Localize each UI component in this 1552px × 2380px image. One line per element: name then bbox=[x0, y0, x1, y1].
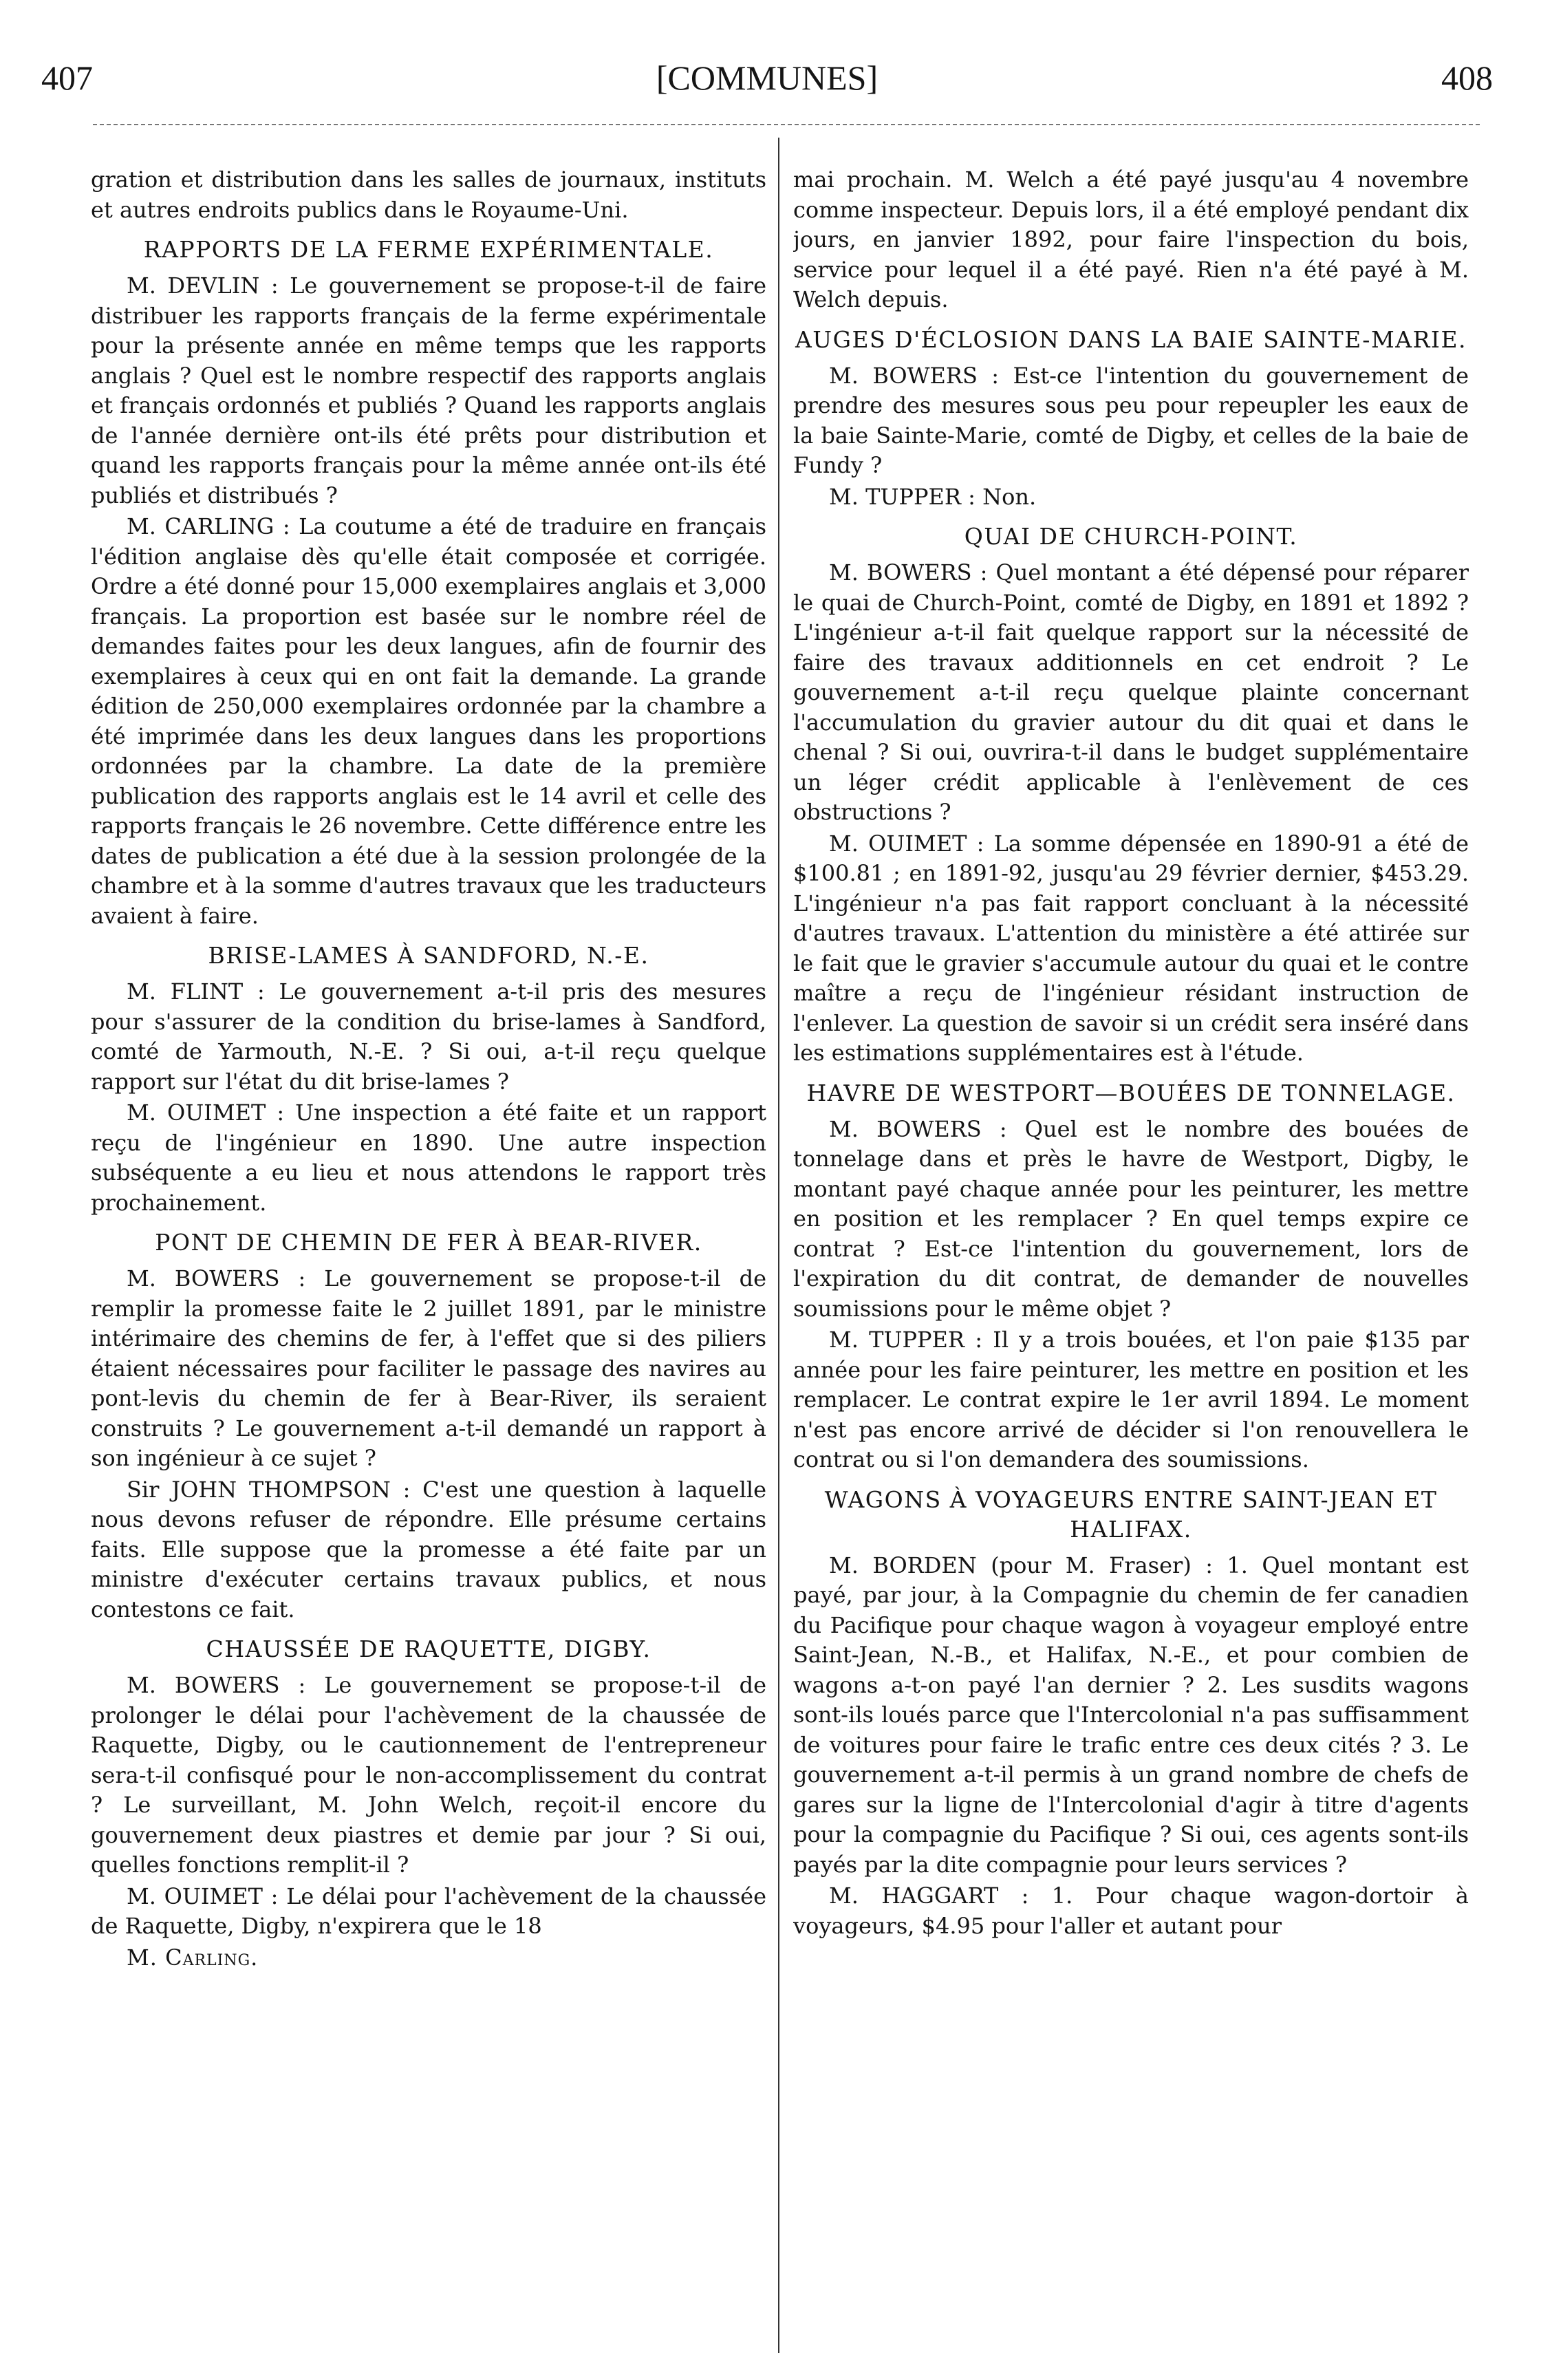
section-heading: PONT DE CHEMIN DE FER À BEAR-RIVER. bbox=[155, 1229, 702, 1256]
paragraph: M. BOWERS : Quel montant a été dépensé pour réparer le quai de Church-Point, comté de Digby, en 1891 et 1892 ? L'ingénieur a-t-il fait quelque rapport sur la nécessité de faire des travaux additionnels en cet endroit ? Le gouvernement a-t-il reçu quelque plainte concernant l'accumulation du gravier autour du dit quai et dans le chenal ? Si oui, ouvrira-t-il dans le budget supplémentaire un léger crédit applicable à l'enlèvement de ces obstructions ? bbox=[793, 559, 1469, 825]
speaker-signature: M. Carling. bbox=[127, 1944, 259, 1971]
section-heading: AUGES D'ÉCLOSION DANS LA BAIE SAINTE-MARIE. bbox=[795, 325, 1467, 353]
paragraph: M. BORDEN (pour M. Fraser) : 1. Quel montant est payé, par jour, à la Compagnie du chemin de fer canadien du Pacifique pour chaque wagon à voyageur employé entre Saint-Jean, N.-B., et Halifax, N.-E., et pour combien de wagons a-t-on payé l'an dernier ? 2. Les susdits wagons sont-ils loués parce que l'Intercolonial n'a pas suffisamment de voitures pour faire le trafic entre ces deux cités ? 3. Le gouvernement a-t-il permis à un grand nombre de chefs de gares sur la ligne de l'Intercolonial d'agir à titre d'agents pour la compagnie du Pacifique ? Si oui, ces agents sont-ils payés par la dite compagnie pour leurs services ? bbox=[793, 1552, 1469, 1878]
paragraph: M. BOWERS : Le gouvernement se propose-t-il de prolonger le délai pour l'achèvement de la chaussée de Raquette, Digby, ou le cautionnement de l'entrepreneur sera-t-il confisqué pour le non-accomplissement du contrat ? Le surveillant, M. John Welch, reçoit-il encore du gouvernement deux piastres et demie par jour ? Si oui, quelles fonctions remplit-il ? bbox=[91, 1672, 766, 1878]
section-heading: BRISE-LAMES À SANDFORD, N.-E. bbox=[208, 942, 649, 969]
page-number-left: 407 bbox=[41, 58, 93, 97]
header-rule bbox=[93, 124, 1480, 125]
paragraph: M. BOWERS : Est-ce l'intention du gouvernement de prendre des mesures sous peu pour repeupler les eaux de la baie Sainte-Marie, comté de Digby, et celles de la baie de Fundy ? bbox=[793, 362, 1469, 478]
paragraph: Sir JOHN THOMPSON : C'est une question à laquelle nous devons refuser de répondre. Elle présume certains faits. Elle suppose que la promesse a été faite par un ministre d'exécuter certains travaux publics, et nous contestons ce fait. bbox=[91, 1476, 766, 1622]
section-heading: CHAUSSÉE DE RAQUETTE, DIGBY. bbox=[206, 1636, 651, 1662]
page-number-right: 408 bbox=[1441, 58, 1493, 97]
section-heading: HAVRE DE WESTPORT—BOUÉES DE TONNELAGE. bbox=[806, 1079, 1456, 1106]
paragraph: M. OUIMET : Une inspection a été faite et un rapport reçu de l'ingénieur en 1890. Une autre inspection subséquente a eu lieu et nous attendons le rapport très prochainement. bbox=[91, 1100, 766, 1216]
paragraph: M. BOWERS : Le gouvernement se propose-t-il de remplir la promesse faite le 2 juillet 1891, par le ministre intérimaire des chemins de fer, à l'effet que si des piliers étaient nécessaires pour faciliter le passage des navires au pont-levis du chemin de fer à Bear-River, ils seraient construits ? Le gouvernement a-t-il demandé un rapport à son ingénieur à ce sujet ? bbox=[91, 1265, 766, 1471]
section-heading: WAGONS À VOYAGEURS ENTRE SAINT-JEAN ET HALIFAX. bbox=[824, 1486, 1438, 1543]
paragraph: M. TUPPER : Non. bbox=[829, 483, 1037, 510]
running-title: [COMMUNES] bbox=[656, 58, 879, 97]
paragraph: M. HAGGART : 1. Pour chaque wagon-dortoir à voyageurs, $4.95 pour l'aller et autant pour bbox=[793, 1883, 1469, 1939]
section-heading: QUAI DE CHURCH-POINT. bbox=[964, 523, 1298, 550]
paragraph: M. CARLING : La coutume a été de traduire en français l'édition anglaise dès qu'elle était composée et corrigée. Ordre a été donné pour 15,000 exemplaires anglais et 3,000 français. La proportion est basée sur le nombre réel de demandes faites pour les deux langues, afin de fournir des exemplaires à ceux qui en ont fait la demande. La grande édition de 250,000 exemplaires ordonnée par la chambre a été imprimée dans les deux langues dans les proportions ordonnées par la chambre. La date de la première publication des rapports anglais est le 14 avril et celle des rapports français le 26 novembre. Cette différence entre les dates de publication a été due à la session prolongée de la chambre et à la somme d'autres travaux que les traducteurs avaient à faire. bbox=[91, 513, 766, 929]
section-heading: RAPPORTS DE LA FERME EXPÉRIMENTALE. bbox=[143, 236, 714, 263]
column-divider bbox=[778, 138, 779, 2353]
continued-paragraph: mai prochain. M. Welch a été payé jusqu'au 4 novembre comme inspecteur. Depuis lors, il a été employé pendant dix jours, en janvier 1892, pour faire l'inspection du bois, service pour lequel il a été payé. Rien n'a été payé à M. Welch depuis. bbox=[793, 167, 1469, 312]
continued-paragraph: gration et distribution dans les salles de journaux, instituts et autres endroits publics dans le Royaume-Uni. bbox=[91, 167, 766, 223]
paragraph: M. OUIMET : Le délai pour l'achèvement de la chaussée de Raquette, Digby, n'expirera que le 18 bbox=[91, 1883, 766, 1939]
paragraph: M. TUPPER : Il y a trois bouées, et l'on paie $135 par année pour les faire peinturer, les mettre en position et les remplacer. Le contrat expire le 1er avril 1894. Le moment n'est pas encore arrivé de décider si l'on renouvellera le contrat ou si l'on demandera des soumissions. bbox=[793, 1327, 1469, 1472]
left-column bbox=[91, 165, 766, 2353]
paragraph: M. BOWERS : Quel est le nombre des bouées de tonnelage dans et près le havre de Westport, Digby, le montant payé chaque année pour les peinturer, les mettre en position et les remplacer ? En quel temps expire ce contrat ? Est-ce l'intention du gouvernement, lors de l'expiration du dit contrat, de demander de nouvelles soumissions pour le même objet ? bbox=[793, 1115, 1469, 1322]
paragraph: M. OUIMET : La somme dépensée en 1890-91 a été de $100.81 ; en 1891-92, jusqu'au 29 février dernier, $453.29. L'ingénieur n'a pas fait rapport concluant à la nécessité d'autres travaux. L'attention du ministère a été attirée sur le fait que le gravier s'accumule autour du quai et le contre maître a reçu de l'ingénieur résidant instruction de l'enlever. La question de savoir si un crédit sera inséré dans les estimations supplémentaires est à l'étude. bbox=[793, 830, 1469, 1066]
right-column bbox=[793, 165, 1469, 2353]
running-head bbox=[41, 54, 1493, 102]
paragraph: M. FLINT : Le gouvernement a-t-il pris des mesures pour s'assurer de la condition du brise-lames à Sandford, comté de Yarmouth, N.-E. ? Si oui, a-t-il reçu quelque rapport sur l'état du dit brise-lames ? bbox=[91, 978, 766, 1095]
paragraph: M. DEVLIN : Le gouvernement se propose-t-il de faire distribuer les rapports français de la ferme expérimentale pour la présente année en même temps que les rapports anglais ? Quel est le nombre respectif des rapports anglais et français ordonnés et publiés ? Quand les rapports anglais de l'année dernière ont-ils été prêts pour distribution et quand les rapports français pour la même année ont-ils été publiés et distribués ? bbox=[91, 272, 766, 508]
